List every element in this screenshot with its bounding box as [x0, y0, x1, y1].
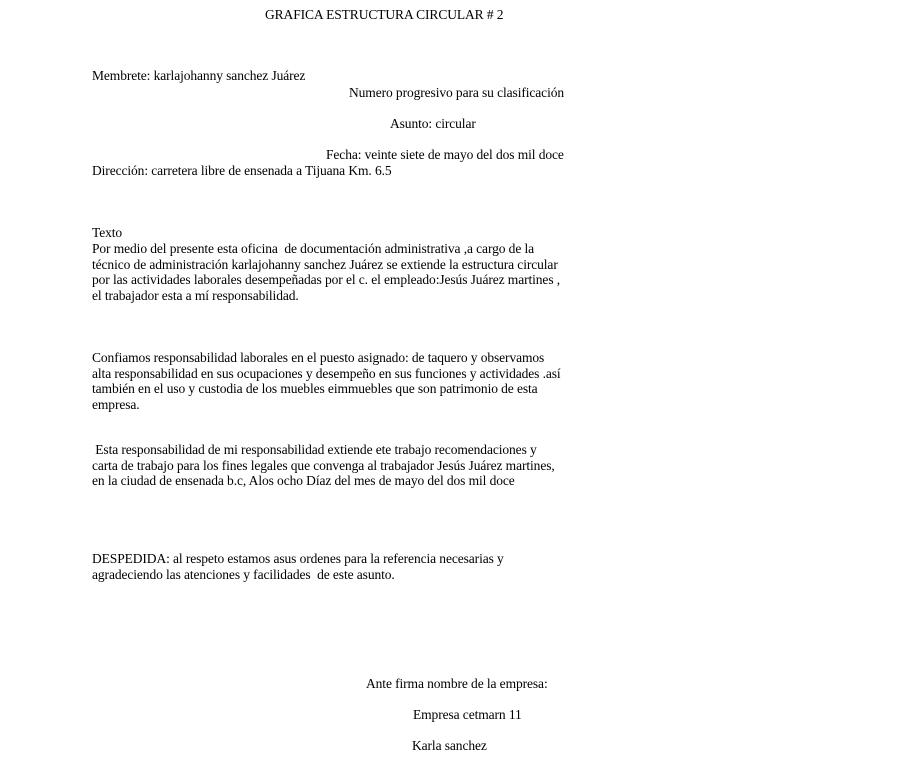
paragraph-line: técnico de administración karlajohanny sanchez Juárez se extiende la estructura circular: [92, 256, 558, 272]
paragraph-responsabilidad: [92, 350, 582, 412]
paragraph-line: empresa.: [92, 396, 140, 412]
direccion-line: Dirección: carretera libre de ensenada a Tijuana Km. 6.5: [92, 163, 392, 178]
paragraph-line: Esta responsabilidad de mi responsabilidad extiende ete trabajo recomendaciones y: [92, 442, 537, 457]
numero-progresivo-line: Numero progresivo para su clasificación: [349, 85, 565, 100]
fecha-line: Fecha: veinte siete de mayo del dos mil doce: [326, 147, 564, 162]
paragraph-line: en la ciudad de ensenada b.c, Alos ocho Díaz del mes de mayo del dos mil doce: [92, 473, 515, 489]
paragraph-line: el trabajador esta a mí responsabilidad.: [92, 287, 299, 303]
paragraph-line: DESPEDIDA: al respeto estamos asus ordenes para la referencia necesarias y: [92, 551, 504, 566]
asunto-line: Asunto: circular: [390, 116, 476, 131]
paragraph-line: también en el uso y custodia de los muebles eimmuebles que son patrimonio de esta: [92, 381, 538, 397]
paragraph-recomendacion: [92, 442, 582, 489]
paragraph-line: Por medio del presente esta oficina de documentación administrativa ,a cargo de la: [92, 241, 535, 256]
paragraph-line: carta de trabajo para los fines legales que convenga al trabajador Jesús Juárez martines,: [92, 457, 555, 473]
firmante-name: Karla sanchez: [412, 738, 487, 753]
document-title: GRAFICA ESTRUCTURA CIRCULAR # 2: [265, 7, 504, 22]
paragraph-intro: [92, 241, 582, 303]
empresa-name: Empresa cetmarn 11: [413, 707, 522, 722]
paragraph-despedida: [92, 551, 582, 582]
paragraph-line: alta responsabilidad en sus ocupaciones y desempeño en sus funciones y actividades .así: [92, 365, 561, 381]
paragraph-line: por las actividades laborales desempeñadas por el c. el empleado:Jesús Juárez martines ,: [92, 272, 561, 288]
texto-heading: Texto: [92, 225, 123, 240]
membrete-line: Membrete: karlajohanny sanchez Juárez: [92, 68, 306, 83]
firma-label: Ante firma nombre de la empresa:: [366, 676, 548, 691]
paragraph-line: agradeciendo las atenciones y facilidades de este asunto.: [92, 566, 395, 582]
paragraph-line: Confiamos responsabilidad laborales en el puesto asignado: de taquero y observamos: [92, 350, 545, 365]
